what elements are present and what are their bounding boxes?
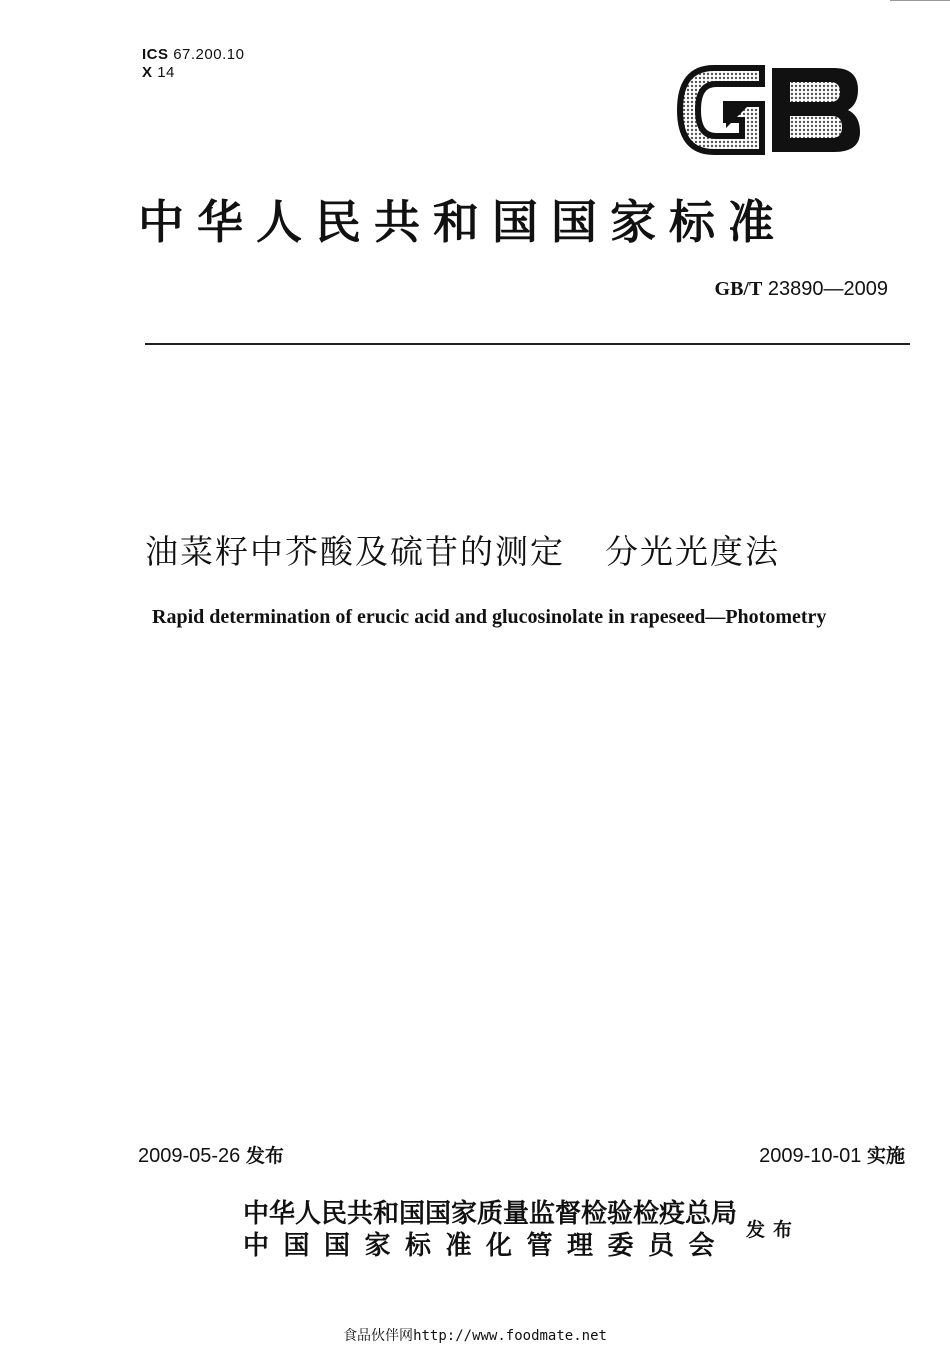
classification-codes [142,46,244,82]
footer-watermark: 食品伙伴网http://www.foodmate.net [343,1328,607,1344]
chinese-title-main: 油菜籽中芥酸及硫苷的测定 [145,532,565,571]
ccs-line: X 14 [142,64,175,81]
english-title: Rapid determination of erucic acid and glucosinolate in rapeseed—Photometry [152,606,827,628]
header-divider [145,343,910,345]
issuer-aqsiq: 中华人民共和国国家质量监督检验检疫总局 [243,1199,738,1229]
scan-edge-line [890,0,950,1]
gb-logo-icon [674,60,864,160]
publish-date: 2009-05-26 发布 [138,1145,284,1167]
chinese-title [145,526,915,573]
standard-number: GB/T 23890—2009 [714,278,888,300]
footer-url[interactable]: http://www.foodmate.net [413,1328,607,1344]
implement-date: 2009-10-01 实施 [759,1145,905,1167]
national-standard-title: 中华人民共和国国家标准 [138,195,787,249]
chinese-title-method: 分光光度法 [605,532,780,571]
issuer-sac: 中国国家标准化管理委员会 [243,1231,730,1261]
ics-line: ICS 67.200.10 [142,46,245,63]
issuing-authorities [243,1198,737,1262]
issued-label: 发布 [746,1219,801,1241]
